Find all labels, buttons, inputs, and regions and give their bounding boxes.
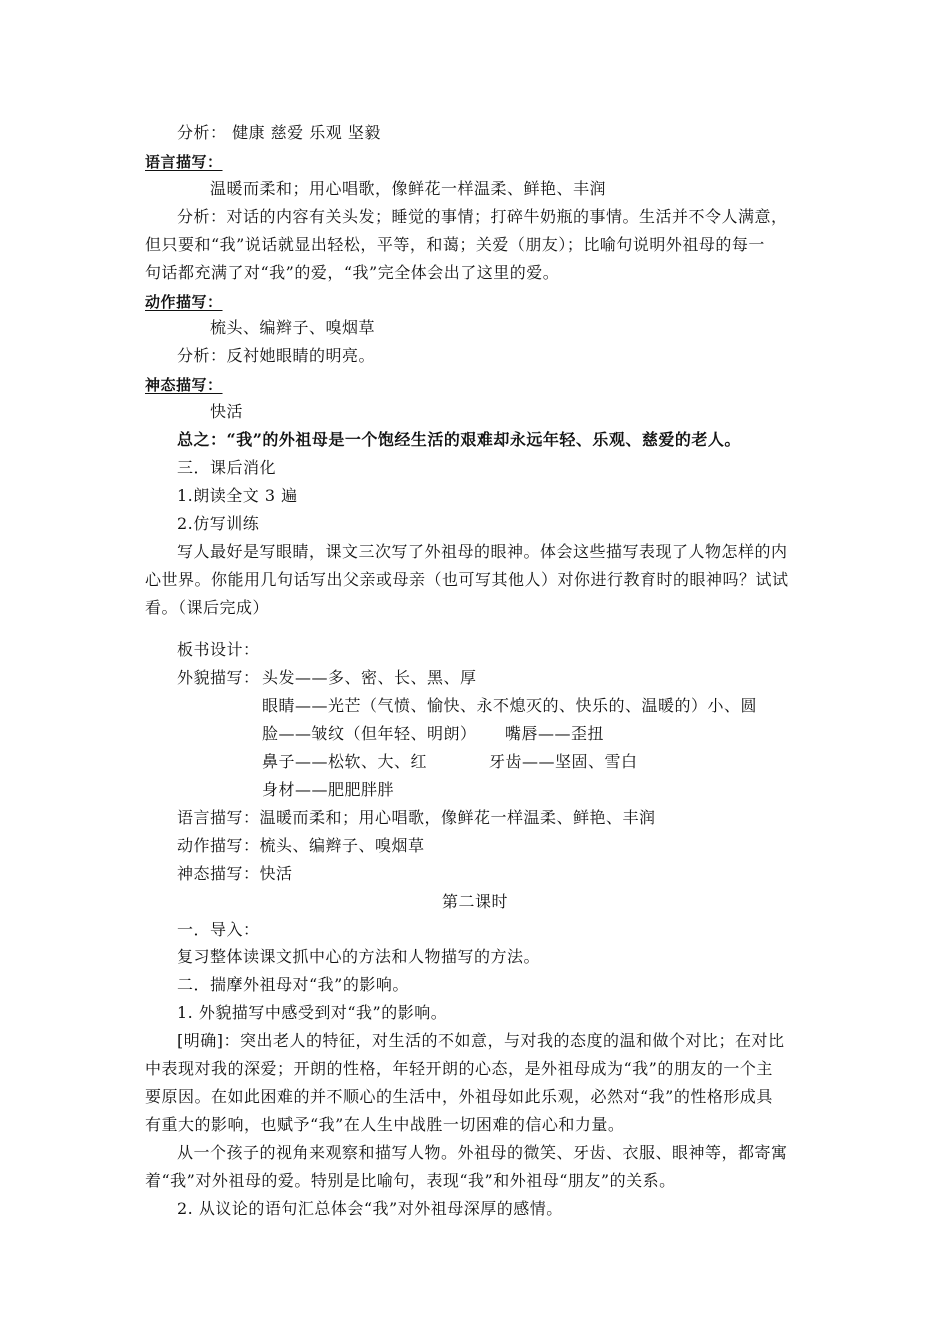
language-quote: 温暖而柔和；用心唱歌，像鲜花一样温柔、鲜艳、丰润 [210,179,607,198]
board-action: 动作描写：梳头、编辫子、嗅烟草 [177,836,425,855]
analysis-line: 分析： 健康 慈爱 乐观 坚毅 [177,123,381,142]
language-analysis-line-1: 分析：对话的内容有关头发；睡觉的事情；打碎牛奶瓶的事情。生活并不令人满意， [177,207,788,226]
intro-title: 一．导入： [177,920,260,939]
board-face: 脸——皱纹（但年轻、明朗） [262,724,477,743]
board-title: 板书设计： [177,640,260,659]
summary-line: 总之：“我”的外祖母是一个饱经生活的艰难却永远年轻、乐观、慈爱的老人。 [177,430,741,449]
point-1: 1. 外貌描写中感受到对“我”的影响。 [177,1003,448,1022]
review-line: 复习整体读课文抓中心的方法和人物描写的方法。 [177,947,541,966]
clarify-line-3: 要原因。在如此困难的并不顺心的生活中，外祖母如此乐观，必然对“我”的性格形成具 [145,1087,773,1106]
homework-item-2: 2.仿写训练 [177,514,260,533]
heading-language: 语言描写： [145,153,223,171]
action-analysis: 分析：反衬她眼睛的明亮。 [177,346,376,365]
board-language: 语言描写：温暖而柔和；用心唱歌，像鲜花一样温柔、鲜艳、丰润 [177,808,656,827]
clarify-line-4: 有重大的影响，也赋予“我”在人生中战胜一切困难的信心和力量。 [145,1115,625,1134]
task-line-3: 看。（课后完成） [145,598,270,617]
board-appearance-label: 外貌描写： [177,668,260,687]
heading-action: 动作描写： [145,293,223,311]
action-quote: 梳头、编辫子、嗅烟草 [210,318,376,337]
task-line-2: 心世界。你能用几句话写出父亲或母亲（也可写其他人）对你进行教育时的眼神吗？试试 [145,570,789,589]
homework-item-1: 1.朗读全文 3 遍 [177,486,298,505]
expression-quote: 快活 [210,402,244,421]
board-lips: 嘴唇——歪扭 [505,724,605,743]
board-nose: 鼻子——松软、大、红 [262,752,428,771]
board-expression: 神态描写：快活 [177,864,293,883]
board-body: 身材——肥肥胖胖 [262,780,395,799]
clarify-line-2: 中表现对我的深爱；开朗的性格，年轻开朗的心态，是外祖母成为“我”的朋友的一个主 [145,1059,773,1078]
board-teeth: 牙齿——坚固、雪白 [489,752,638,771]
board-eyes: 眼睛——光芒（气愤、愉快、永不熄灭的、快乐的、温暖的）小、圆 [262,696,758,715]
language-analysis-line-2: 但只要和“我”说话就显出轻松，平等，和蔼；关爱（朋友）；比喻句说明外祖母的每一 [145,235,765,254]
heading-expression: 神态描写： [145,376,223,394]
view-line-2: 着“我”对外祖母的爱。特别是比喻句，表现“我”和外祖母“朋友”的关系。 [145,1171,676,1190]
section-2-title: 二．揣摩外祖母对“我”的影响。 [177,975,409,994]
language-analysis-line-3: 句话都充满了对“我”的爱，“我”完全体会出了这里的爱。 [145,263,560,282]
point-2: 2. 从议论的语句汇总体会“我”对外祖母深厚的感情。 [177,1199,563,1218]
section-3-title: 三．课后消化 [177,458,277,477]
clarify-line-1: [明确]：突出老人的特征，对生活的不如意，与对我的态度的温和做个对比；在对比 [177,1031,785,1050]
view-line-1: 从一个孩子的视角来观察和描写人物。外祖母的微笑、牙齿、衣服、眼神等，都寄寓 [177,1143,788,1162]
lesson-2-title: 第二课时 [441,892,508,911]
task-line-1: 写人最好是写眼睛，课文三次写了外祖母的眼神。体会这些描写表现了人物怎样的内 [177,542,788,561]
board-hair: 头发——多、密、长、黑、厚 [262,668,477,687]
